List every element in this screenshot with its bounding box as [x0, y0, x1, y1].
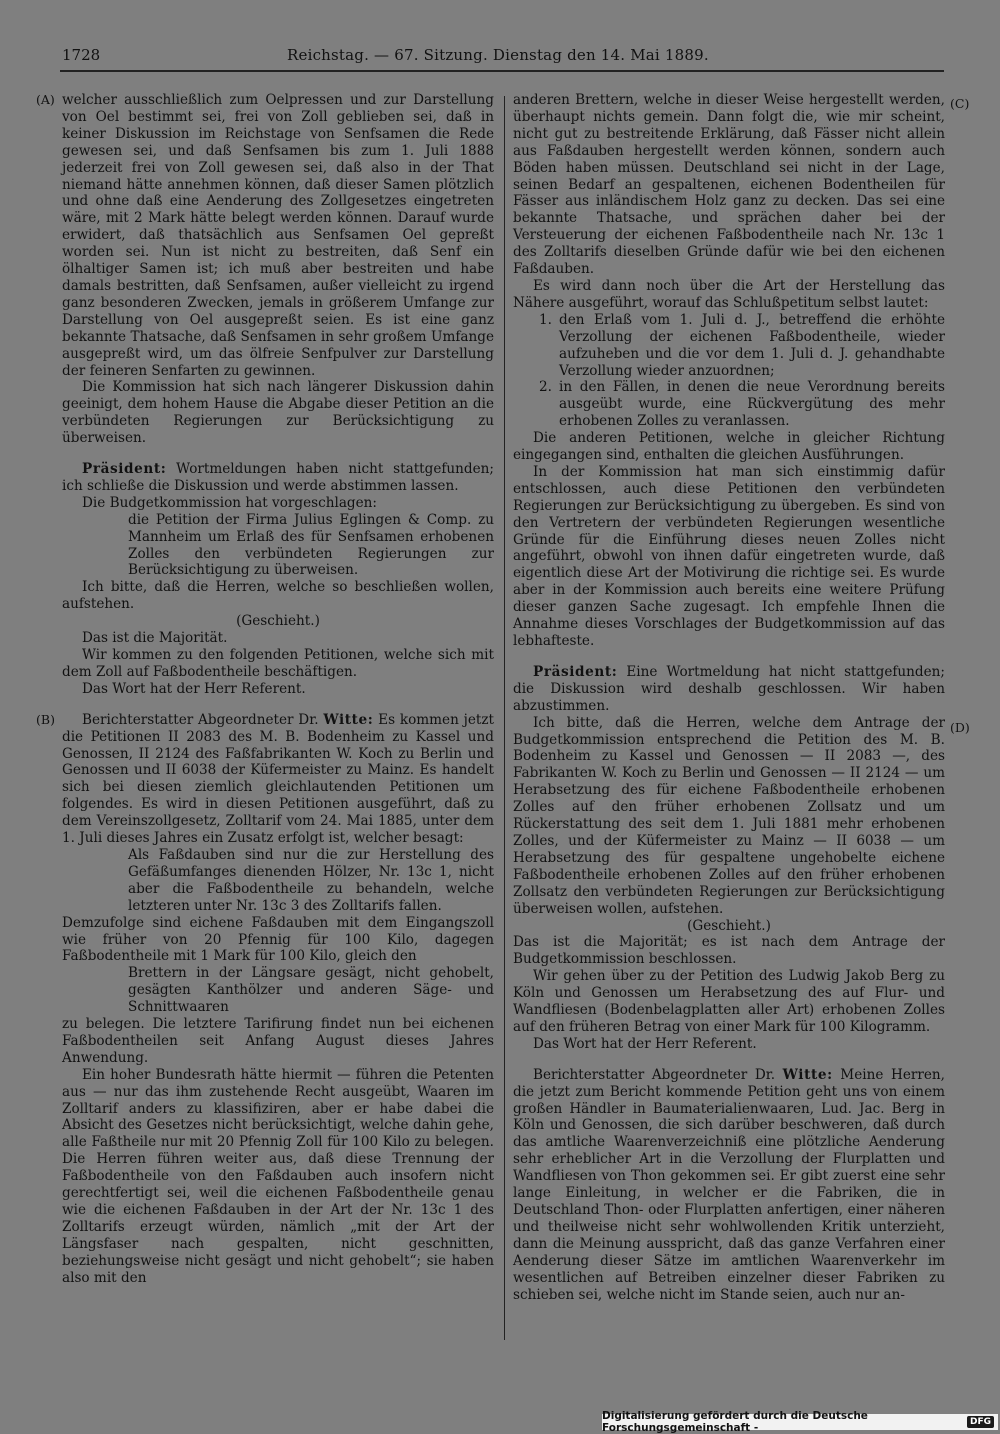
speech-text: Es kommen jetzt die Petitionen II 2083 des M. B. Bodenheim zu Kassel und Genossen, II 2124 des Faßfabrikanten W. Koch zu Berlin und Genossen und II 6038 der Küfermeister zu Mainz. Es handelt sich bei diesen ziemlich gleichlautenden Petitionen um folgendes. Es wird in diesen Petitionen ausgeführt, daß zu dem Vereinszollgesetz, Zolltarif vom 24. Mai 1885, unter dem 1. Juli dieses Jahres ein Zusatz erfolgt ist, welcher besagt:	[62, 711, 494, 847]
paragraph: Das ist die Majorität; es ist nach dem Antrage der Budgetkommission beschlossen.	[513, 934, 945, 968]
speech-text: Eine Wortmeldung hat nicht stattgefunden; die Diskussion wird deshalb geschlossen. Wir haben abzustimmen.	[513, 663, 945, 714]
page-number: 1728	[62, 46, 101, 64]
paragraph: Es wird dann noch über die Art der Herstellung das Nähere ausgeführt, worauf das Schlußpetitum selbst lautet:	[513, 277, 945, 311]
column-divider	[504, 96, 505, 1340]
speaker-name: Witte:	[782, 1066, 833, 1083]
list-text: den Erlaß vom 1. Juli d. J., betreffend die erhöhte Verzollung der eichenen Faßbodentheile, wieder aufzuheben und die vor dem 1. Juli d. J. gehandhabte Verzollung wieder anzuordnen;	[559, 311, 945, 379]
paragraph: Demzufolge sind eichene Faßdauben mit dem Eingangszoll wie früher von 20 Pfennig für 100 Kilo, dagegen Faßbodentheile mit 1 Mark für 100 Kilo, gleich den	[62, 914, 494, 965]
margin-marker-c: (C)	[950, 96, 970, 111]
paragraph: Die anderen Petitionen, welche in gleicher Richtung eingegangen sind, enthalten die gleichen Ausführungen.	[513, 430, 945, 464]
paragraph: In der Kommission hat man sich einstimmig dafür entschlossen, auch diese Petitionen den verbündeten Regierungen zur Berücksichtigung zu übergeben. Es sind von den Vertretern der verbündeten Regierungen wesentliche Gründe für die Einführung dieses neuen Zolles nicht angeführt, obwohl von ihnen dafür eingetreten wurde, daß eigentlich diese Art der Motivirung die richtige sei. Es wurde aber in der Kommission auch bereits eine weitere Prüfung dieser ganzen Sache zugesagt. Ich empfehle Ihnen die Annahme dieses Vorschlages der Budgetkommission auf das lebhafteste.	[513, 463, 945, 649]
paragraph	[513, 1067, 945, 1304]
paragraph: Ich bitte, daß die Herren, welche so beschließen wollen, aufstehen.	[62, 579, 494, 613]
list-text: in den Fällen, in denen die neue Verordnung bereits ausgeübt wurde, eine Rückvergütung des mehr erhobenen Zolles zu veranlassen.	[559, 379, 945, 430]
margin-marker-d: (D)	[950, 720, 970, 735]
paragraph: Wir gehen über zu der Petition des Ludwig Jakob Berg zu Köln und Genossen um Herabsetzung des auf Flur- und Wandfliesen (Bodenbelagplatten aller Art) erhobenen Zolles auf den früheren Betrag von einer Mark für 100 Kilogramm.	[513, 968, 945, 1035]
list-item	[513, 379, 945, 430]
list-number: 2.	[539, 379, 552, 396]
paragraph: zu belegen. Die letztere Tarifirung findet nun bei eichenen Faßbodentheilen seit Anfang August dieses Jahres Anwendung.	[62, 1016, 494, 1066]
left-column	[62, 92, 494, 1287]
speaker-name: Präsident:	[533, 663, 618, 680]
petition-list	[513, 312, 945, 430]
block-quote: die Petition der Firma Julius Eglingen & Comp. zu Mannheim um Erlaß des für Senfsamen erhobenen Zolles den verbündeten Regierungen zur Berücksichtigung zu überweisen.	[128, 511, 494, 579]
speaker-lead: Berichterstatter Abgeordneter Dr.	[533, 1066, 783, 1083]
dfg-logo: DFG	[967, 1416, 994, 1428]
paragraph: Ein hoher Bundesrath hätte hiermit — führen die Petenten aus — nur das ihm zustehende Recht ausgeübt, Waaren im Zolltarif anders zu klassifiziren, aber er habe dabei die Absicht des Gesetzes nicht berücksichtigt, welche dahin gehe, alle Faßtheile nur mit 20 Pfennig Zoll für 100 Kilo zu belegen. Die Herren führen weiter aus, daß diese Trennung der Faßbodentheile von den Faßdauben auch insofern nicht gerechtfertigt sei, weil die eichenen Faßbodentheile genau wie die eichenen Faßdauben in der Art der Nr. 13c 1 des Zolltarifs erzeugt würden, nämlich „mit der Art der Längsfaser nach gespalten, nicht geschnitten, beziehungsweise nicht gesägt und nicht gehobelt“; sie haben also mit den	[62, 1066, 494, 1286]
page-header	[62, 46, 942, 68]
paragraph	[62, 461, 494, 495]
margin-marker-a: (A)	[36, 92, 55, 107]
paragraph: Wir kommen zu den folgenden Petitionen, welche sich mit dem Zoll auf Faßbodentheile beschäftigen.	[62, 647, 494, 680]
speech-text: Meine Herren, die jetzt zum Bericht kommende Petition geht uns von einem großen Händler in Baumaterialienwaaren, Lud. Jac. Berg in Köln und Genossen, die sich darüber beschweren, daß durch das amtliche Waarenverzeichniß eine plötzliche Aenderung sehr erheblicher Art in die Verzollung der Flurplatten und Wandfliesen von Thon gekommen sei. Er gibt zuerst eine sehr lange Einleitung, in welcher er die Fabriken, die in Deutschland Thon- oder Flurplatten anfertigen, einer näheren und theilweise nicht sehr wohlwollenden Kritik unterzieht, dann die Meinung ausspricht, daß das ganze Verfahren einer Aenderung dieser Sätze im amtlichen Waarenverkehr im wesentlichen auf Betreiben einzelner dieser Fabriken zu schieben sei, welche nicht im Stande seien, auch nur an-	[513, 1066, 945, 1303]
paragraph: Das Wort hat der Herr Referent.	[533, 1035, 757, 1052]
stage-direction: (Geschieht.)	[687, 917, 771, 934]
paragraph: Das Wort hat der Herr Referent.	[82, 680, 306, 697]
running-title: Reichstag. — 67. Sitzung. Dienstag den 14. Mai 1889.	[287, 46, 709, 64]
digitization-footer	[602, 1410, 998, 1434]
paragraph	[513, 664, 945, 715]
list-number: 1.	[539, 311, 552, 328]
speaker-name: Präsident:	[82, 461, 167, 478]
paragraph: anderen Brettern, welche in dieser Weise hergestellt werden, überhaupt nichts gemein. Dann folgt die, wie mir scheint, nicht gut zu bestreitende Erklärung, daß Fässer nicht allein aus Faßdauben hergestellt werden können, sondern auch Böden haben müssen. Deutschland sei nicht in der Lage, seinen Bedarf an gespaltenen, eichenen Bodentheilen für Fässer aus inländischem Holz ganz zu decken. Das sei eine bekannte Thatsache, und sprächen daher bei der Versteuerung der eichenen Faßbodentheile nach Nr. 13c 1 des Zolltarifs dieselben Gründe dafür wie bei den eichenen Faßdauben.	[513, 92, 945, 278]
paragraph	[62, 712, 494, 847]
speaker-lead: Berichterstatter Abgeordneter Dr.	[82, 711, 324, 728]
paragraph: Ich bitte, daß die Herren, welche dem Antrage der Budgetkommission entsprechend die Petition des M. B. Bodenheim zu Kassel und Genossen — II 2083 —, des Fabrikanten W. Koch zu Berlin und Genossen — II 2124 — um Herabsetzung des für eichene Faßbodentheile erhobenen Zolles auf den früher erhobenen Zollsatz und um Rückerstattung des seit dem 1. Juli 1881 mehr erhobenen Zolles, und der Küfermeister zu Mainz — II 6038 — um Herabsetzung des für gespaltene ungehobelte eichene Faßbodentheile erhobenen Zolles auf den früher erhobenen Zollsatz den verbündeten Regierungen zur Berücksichtigung überweisen wollen, aufstehen.	[513, 714, 945, 917]
speaker-name: Witte:	[323, 711, 374, 728]
block-quote: Als Faßdauben sind nur die zur Herstellung des Gefäßumfanges dienenden Hölzer, Nr. 13c 1, nicht aber die Faßbodentheile zu behandeln, welche letzteren unter Nr. 13c 3 des Zolltarifs fallen.	[128, 846, 494, 914]
paragraph: Die Budgetkommission hat vorgeschlagen:	[82, 494, 378, 511]
paragraph: welcher ausschließlich zum Oelpressen und zur Darstellung von Oel bestimmt sei, frei von Zoll geblieben sei, daß in keiner Diskussion im Reichstage von Senfsamen die Rede gewesen sei, und daß Senfsamen bis zum 1. Juli 1888 jederzeit frei von Zoll gewesen sei, daß also in der That niemand hätte annehmen können, daß dieser Samen plötzlich und ohne daß eine Aenderung des Zollgesetzes eingetreten wäre, mit 2 Mark hätte belegt werden können. Darauf wurde erwidert, daß thatsächlich aus Senfsamen Oel gepreßt worden sei. Nun ist nicht zu bestreiten, daß Senf ein ölhaltiger Samen ist; ich muß aber bestreiten und habe damals bestritten, daß Senfsamen, außer vielleicht zu irgend ganz besonderen Zwecken, jemals in größerem Umfange zur Darstellung von Oel ausgepreßt seien. Es ist eine ganz bekannte Thatsache, daß Senfsamen in sehr großem Umfange ausgepreßt wird, um das ölfreie Senfpulver zur Darstellung der feineren Senfarten zu gewinnen.	[62, 92, 494, 379]
speech-text: Wortmeldungen haben nicht stattgefunden; ich schließe die Diskussion und werde abstimmen lassen.	[62, 461, 494, 494]
stage-direction: (Geschieht.)	[236, 613, 320, 630]
header-rule	[60, 70, 944, 72]
margin-marker-b: (B)	[36, 712, 55, 727]
paragraph: Das ist die Majorität.	[82, 630, 228, 647]
right-column	[513, 92, 945, 1303]
block-quote: Brettern in der Längsare gesägt, nicht gehobelt, gesägten Kanthölzer und anderen Säge- und Schnittwaaren	[128, 965, 494, 1016]
footer-text: Digitalisierung gefördert durch die Deutsche Forschungsgemeinschaft -	[602, 1410, 868, 1434]
paragraph: Die Kommission hat sich nach längerer Diskussion dahin geeinigt, dem hohem Hause die Abgabe dieser Petition an die verbündeten Regierungen zur Berücksichtigung zu überweisen.	[62, 379, 494, 447]
list-item	[513, 312, 945, 380]
